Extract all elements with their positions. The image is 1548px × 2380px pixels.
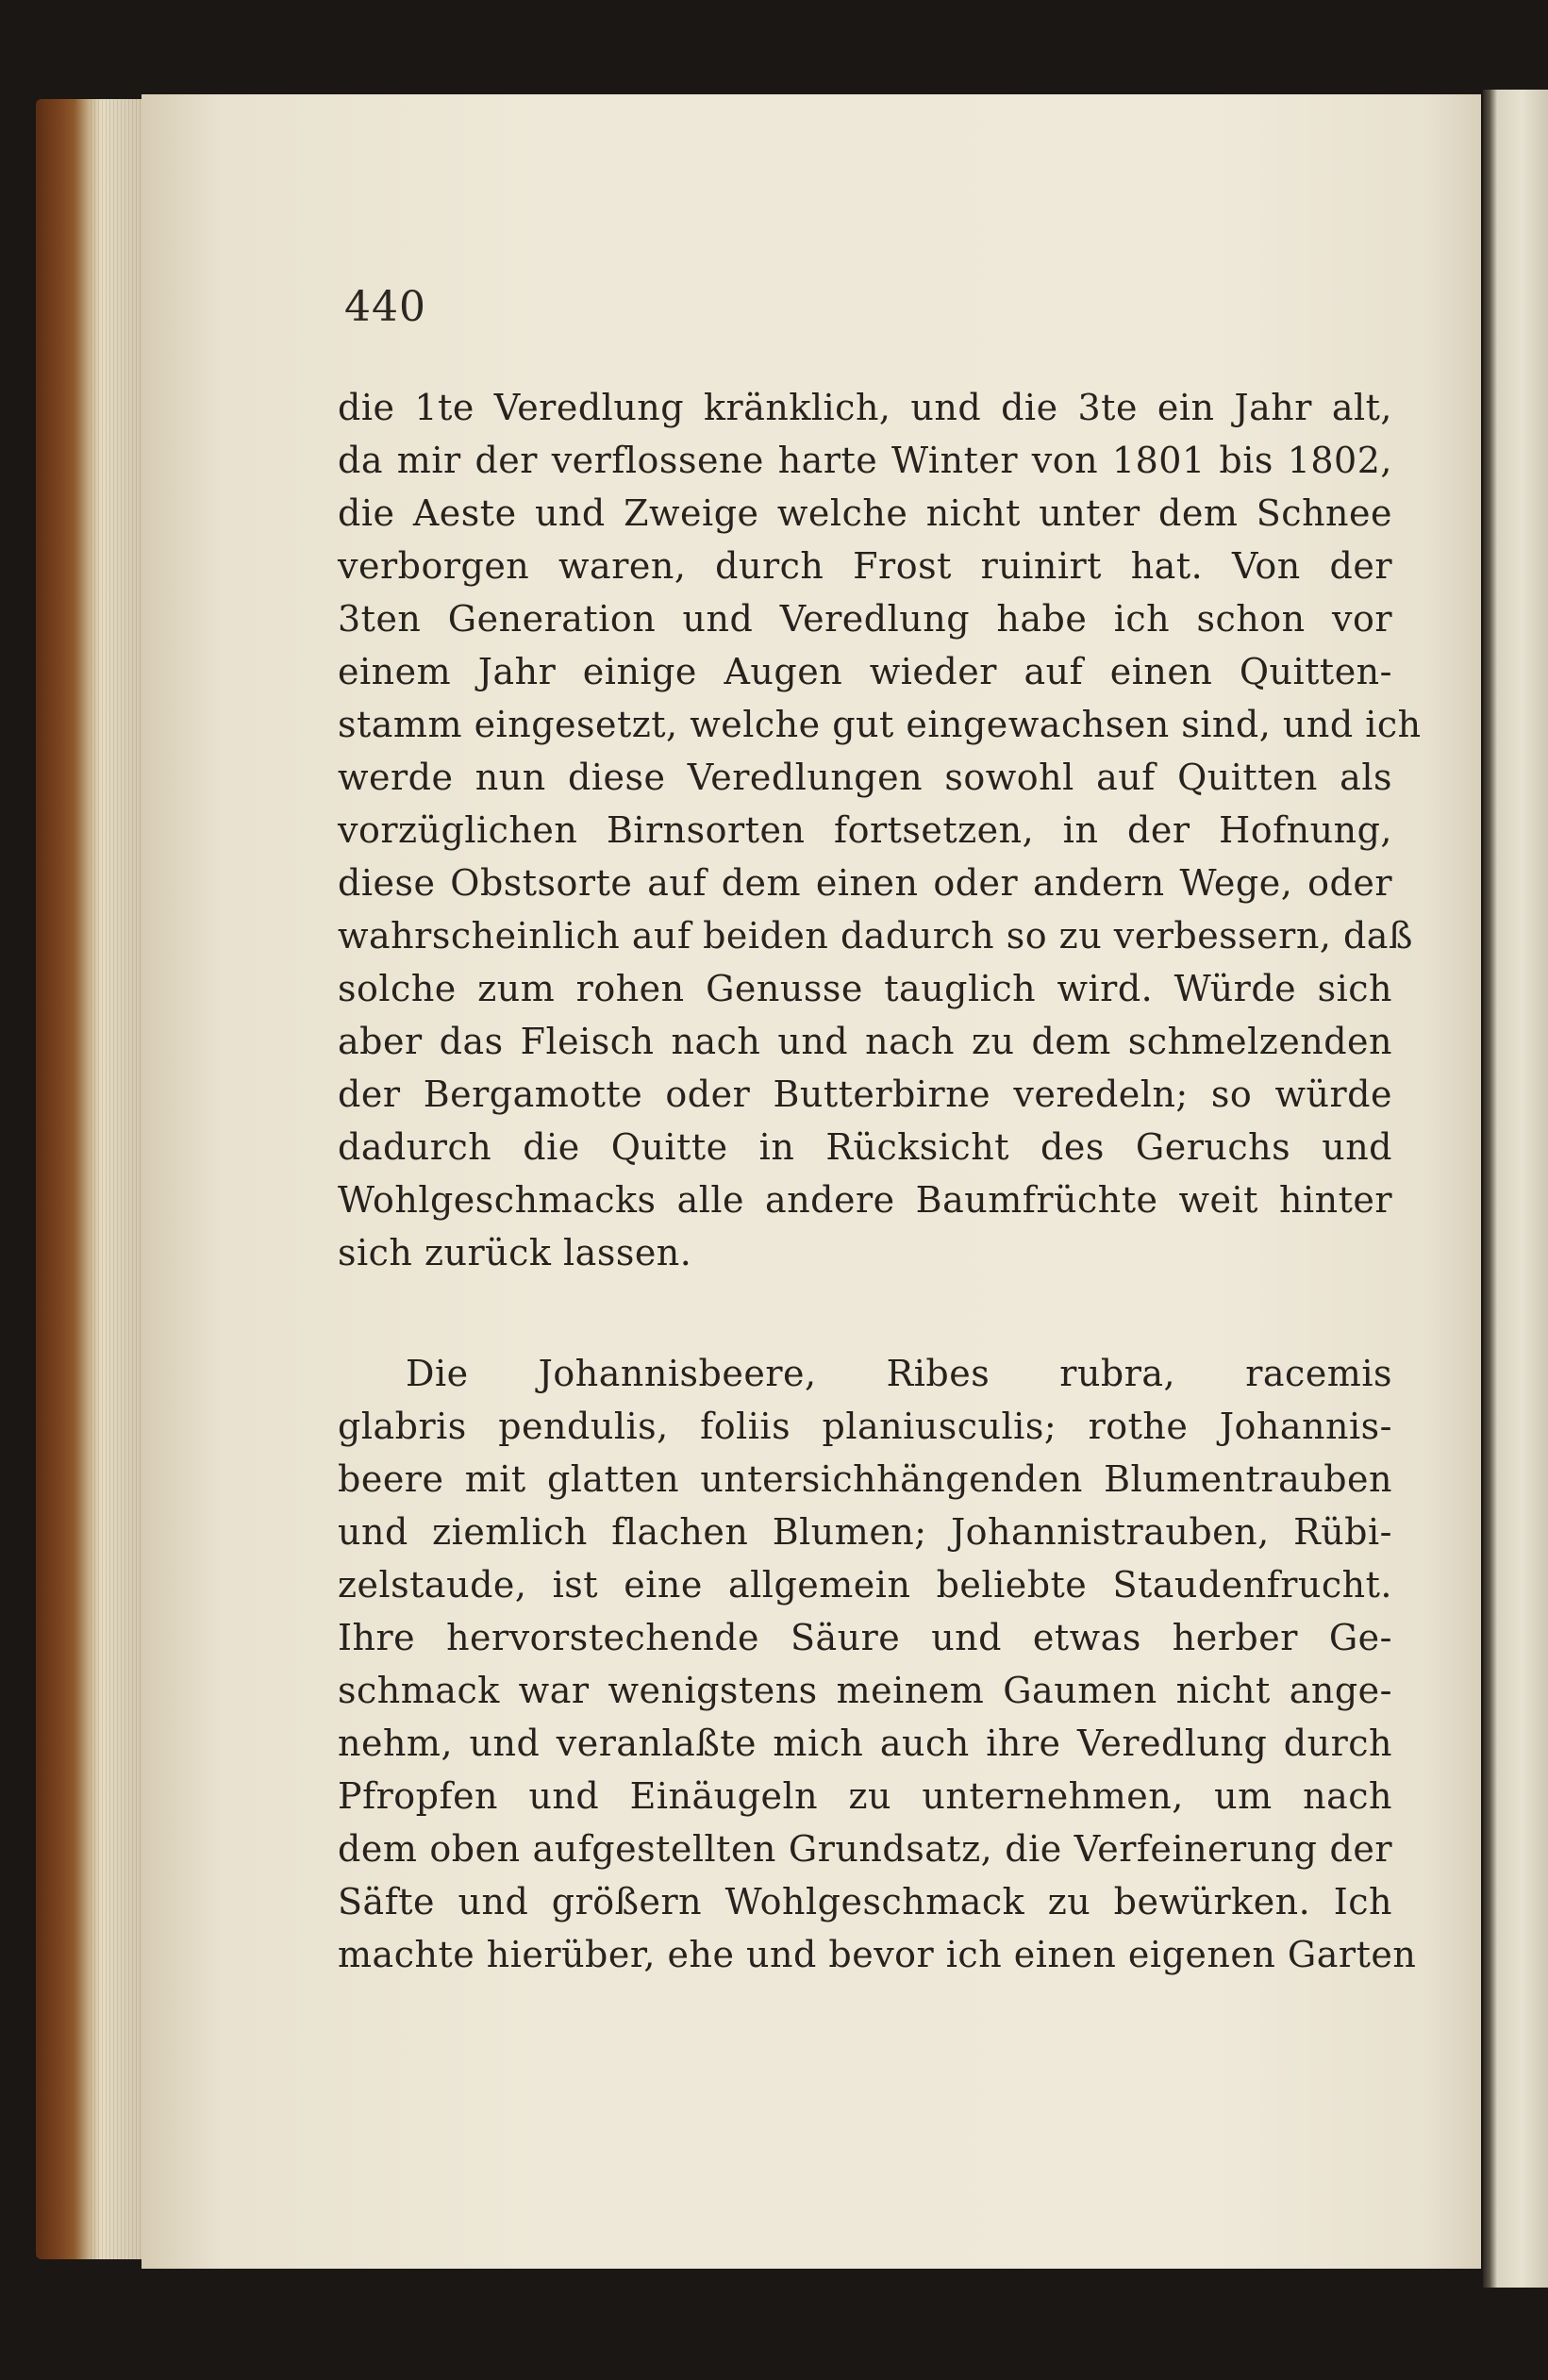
text-line: zelstaude, ist eine allgemein beliebte Staudenfrucht. — [338, 1564, 1392, 1606]
text-line: diese Obstsorte auf dem einen oder andern Wege, oder — [338, 862, 1392, 904]
text-line: glabris pendulis, foliis planiusculis; rothe Johannis- — [338, 1406, 1392, 1447]
text-line: sich zurück lassen. — [338, 1232, 692, 1273]
text-line: solche zum rohen Genusse tauglich wird. Würde sich — [338, 968, 1392, 1009]
text-line: Säfte und größern Wohlgeschmack zu bewürken. Ich — [338, 1881, 1392, 1922]
text-line: aber das Fleisch nach und nach zu dem schmelzenden — [338, 1021, 1392, 1062]
text-line: verborgen waren, durch Frost ruinirt hat. Von der — [338, 545, 1392, 587]
text-line: schmack war wenigstens meinem Gaumen nicht ange- — [338, 1670, 1392, 1711]
text-line: werde nun diese Veredlungen sowohl auf Quitten als — [338, 757, 1392, 798]
text-line: Pfropfen und Einäugeln zu unternehmen, um nach — [338, 1775, 1392, 1817]
text-line: die 1te Veredlung kränklich, und die 3te ein Jahr alt, — [338, 387, 1392, 428]
text-line: dadurch die Quitte in Rücksicht des Geruchs und — [338, 1126, 1392, 1168]
text-line: und ziemlich flachen Blumen; Johannistrauben, Rübi- — [338, 1511, 1392, 1553]
text-line: machte hierüber, ehe und bevor ich einen eigenen Garten — [338, 1934, 1417, 1975]
text-line: Die Johannisbeere, Ribes rubra, racemis — [406, 1353, 1392, 1394]
text-line: 3ten Generation und Veredlung habe ich schon vor — [338, 598, 1392, 640]
text-line: stamm eingesetzt, welche gut eingewachsen sind, und ich — [338, 704, 1422, 745]
text-line: beere mit glatten untersichhängenden Blumentrauben — [338, 1458, 1392, 1500]
text-line: einem Jahr einige Augen wieder auf einen Quitten- — [338, 651, 1392, 692]
text-line: vorzüglichen Birnsorten fortsetzen, in der Hofnung, — [338, 809, 1392, 851]
text-line: Wohlgeschmacks alle andere Baumfrüchte weit hinter — [338, 1179, 1392, 1221]
text-line: dem oben aufgestellten Grundsatz, die Verfeinerung der — [338, 1828, 1392, 1870]
text-line: da mir der verflossene harte Winter von 1801 bis 1802, — [338, 440, 1392, 481]
adjacent-page-edge — [1483, 90, 1548, 2288]
text-line: die Aeste und Zweige welche nicht unter dem Schnee — [338, 492, 1392, 534]
page-number: 440 — [344, 283, 426, 331]
text-line: nehm, und veranlaßte mich auch ihre Veredlung durch — [338, 1723, 1392, 1764]
text-line: wahrscheinlich auf beiden dadurch so zu verbessern, daß — [338, 915, 1413, 957]
text-line: der Bergamotte oder Butterbirne veredeln; so würde — [338, 1073, 1392, 1115]
book-page-edges — [36, 99, 149, 2259]
text-line: Ihre hervorstechende Säure und etwas herber Ge- — [338, 1617, 1392, 1658]
